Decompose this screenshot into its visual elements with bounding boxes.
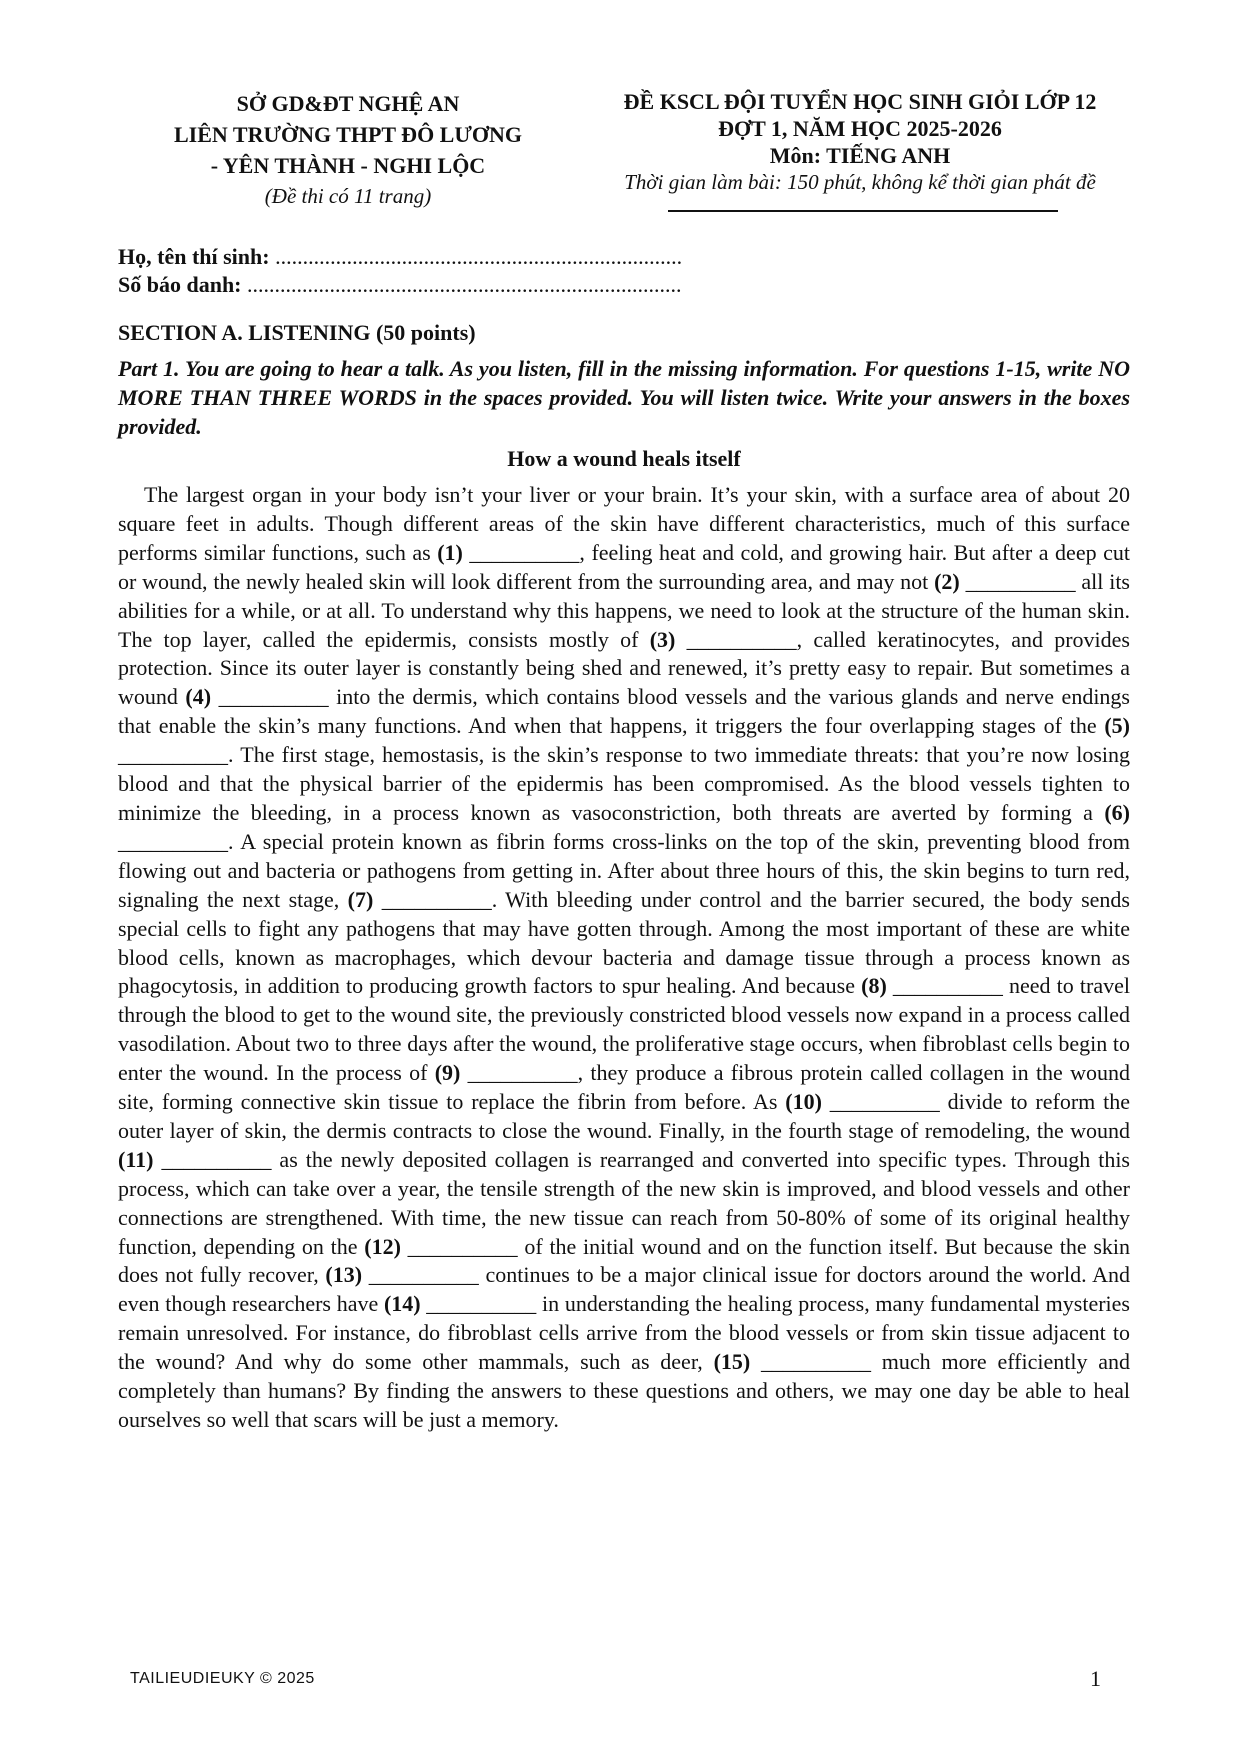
exam-title: ĐỀ KSCL ĐỘI TUYỂN HỌC SINH GIỎI LỚP 12: [623, 89, 1097, 114]
passage-seg: __________ into the dermis, which contains blood vessels and the various glands and nerve endings that enable the skin’s many functions. And when that happens, it triggers the four overlapping stages of the: [118, 684, 1130, 739]
passage-seg: __________. The first stage, hemostasis, is the skin’s response to two immediate threats: that you’re now losing blood and that the physical barrier of the epidermis has been compromised. As the blood vessels tighten to minimize the bleeding, in a process known as vasoconstriction, both threats are averted by forming a: [118, 742, 1130, 825]
passage-seg: __________ as the newly deposited collagen is rearranged and converted into specific types. Through this process, which can take over a year, the tensile strength of the new skin is improved, and blood vessels and other connections are strengthened. With time, the new tissue can reach from 50-80% of some of its original healthy function, depending on the: [118, 1146, 1130, 1259]
question-number-4: (4): [185, 684, 212, 710]
school-header: [118, 88, 578, 212]
passage-seg: __________ need to travel through the blood to get to the wound site, the previously constricted blood vessels now expand in a process called vasodilation. About two to three days after the wound, the proliferative stage occurs, when fibroblast cells begin to enter the wound. In the process of: [118, 973, 1130, 1086]
passage-seg: __________ divide to reform the outer layer of skin, the dermis contracts to close the wound. Finally, in the fourth stage of remodeling, the wound: [118, 1089, 1130, 1143]
question-number-11: (11): [118, 1146, 154, 1172]
question-number-9: (9): [434, 1060, 461, 1086]
question-number-5: (5): [1104, 713, 1130, 739]
question-number-13: (13): [325, 1262, 363, 1288]
question-number-7: (7): [347, 886, 374, 912]
question-number-8: (8): [861, 973, 887, 999]
candidate-id-blank: ...............................................................................: [241, 272, 682, 297]
question-number-2: (2): [934, 568, 960, 594]
passage-seg: __________. With bleeding under control and the barrier secured, the body sends special cells to fight any pathogens that may have gotten through. Among the most important of these are white blood cells, known as macrophages, which devour bacteria and damage tissue through a process known as phagocytosis, in addition to producing growth factors to spur healing. And because: [118, 886, 1130, 999]
exam-round: ĐỢT 1, NĂM HỌC 2025-2026: [718, 116, 1002, 141]
passage-seg: __________ in understanding the healing process, many fundamental mysteries remain unresolved. For instance, do fibroblast cells arrive from the blood vessels or from skin tissue adjacent to the wound? And why do some other mammals, such as deer,: [118, 1291, 1130, 1375]
header-divider: [668, 210, 1058, 212]
candidate-name-label: Họ, tên thí sinh:: [118, 244, 270, 269]
passage-seg: __________ of the initial wound and on the function itself. But because the skin does not fully recover,: [118, 1233, 1130, 1288]
question-number-3: (3): [649, 626, 676, 652]
passage-seg: __________, feeling heat and cold, and growing hair. But after a deep cut or wound, the newly healed skin will look different from the surrounding area, and may not: [118, 539, 1130, 594]
candidate-name-line: [118, 243, 682, 271]
part-instructions: Part 1. You are going to hear a talk. As you listen, fill in the missing information. For questions 1-15, write NO MORE THAN THREE WORDS in the spaces provided. You will listen twice. Write your answers in the boxes provided.: [118, 356, 1130, 439]
question-number-1: (1): [437, 539, 463, 565]
exam-subject: Môn: TIẾNG ANH: [769, 143, 951, 168]
question-number-12: (12): [364, 1233, 401, 1259]
school-name: LIÊN TRƯỜNG THPT ĐÔ LƯƠNG: [174, 122, 522, 147]
question-number-6: (6): [1104, 799, 1130, 825]
candidate-id-line: [118, 271, 682, 299]
passage-seg: __________, they produce a fibrous protein called collagen in the wound site, forming connective skin tissue to replace the fibrin from before. As: [118, 1060, 1130, 1115]
question-number-15: (15): [713, 1349, 751, 1375]
passage-title: How a wound heals itself: [507, 446, 741, 471]
candidate-info: [118, 243, 682, 299]
question-number-14: (14): [383, 1291, 421, 1317]
exam-time: Thời gian làm bài: 150 phút, không kể thời gian phát đề: [624, 170, 1096, 194]
passage-seg: __________ much more efficiently and completely than humans? By finding the answers to these questions and others, we may one day be able to heal ourselves so well that scars will be just a memory.: [118, 1349, 1130, 1432]
section-title: SECTION A. LISTENING (50 points): [118, 320, 476, 345]
passage-text: [118, 481, 1130, 1435]
candidate-id-label: Số báo danh:: [118, 272, 242, 297]
department-name: SỞ GD&ĐT NGHỆ AN: [236, 91, 460, 116]
question-number-10: (10): [785, 1089, 822, 1115]
exam-header: [560, 88, 1160, 196]
passage-seg: __________, called keratinocytes, and provides protection. Since its outer layer is constantly being shed and renewed, it’s pretty easy to repair. But sometimes a wound: [118, 626, 1130, 710]
page-number: 1: [1090, 1666, 1101, 1691]
passage-seg: __________ all its abilities for a while, or at all. To understand why this happens, we need to look at the structure of the human skin. The top layer, called the epidermis, consists mostly of: [118, 568, 1130, 652]
school-name-cont: - YÊN THÀNH - NGHI LỘC: [210, 153, 486, 178]
passage-seg: The largest organ in your body isn’t your liver or your brain. It’s your skin, with a surface area of about 20 square feet in adults. Though different areas of the skin have different characteristics, much of this surface performs similar functions, such as: [118, 482, 1130, 565]
passage-seg: __________ continues to be a major clinical issue for doctors around the world. And even though researchers have: [118, 1262, 1130, 1317]
page-count-note: (Đề thi có 11 trang): [264, 184, 432, 208]
footer-brand: TAILIEUDIEUKY © 2025: [130, 1670, 315, 1687]
passage-seg: __________. A special protein known as fibrin forms cross-links on the top of the skin, preventing blood from flowing out and bacteria or pathogens from getting in. After about three hours of this, the skin begins to turn red, signaling the next stage,: [118, 828, 1130, 912]
candidate-name-blank: ..........................................................................: [269, 244, 683, 269]
